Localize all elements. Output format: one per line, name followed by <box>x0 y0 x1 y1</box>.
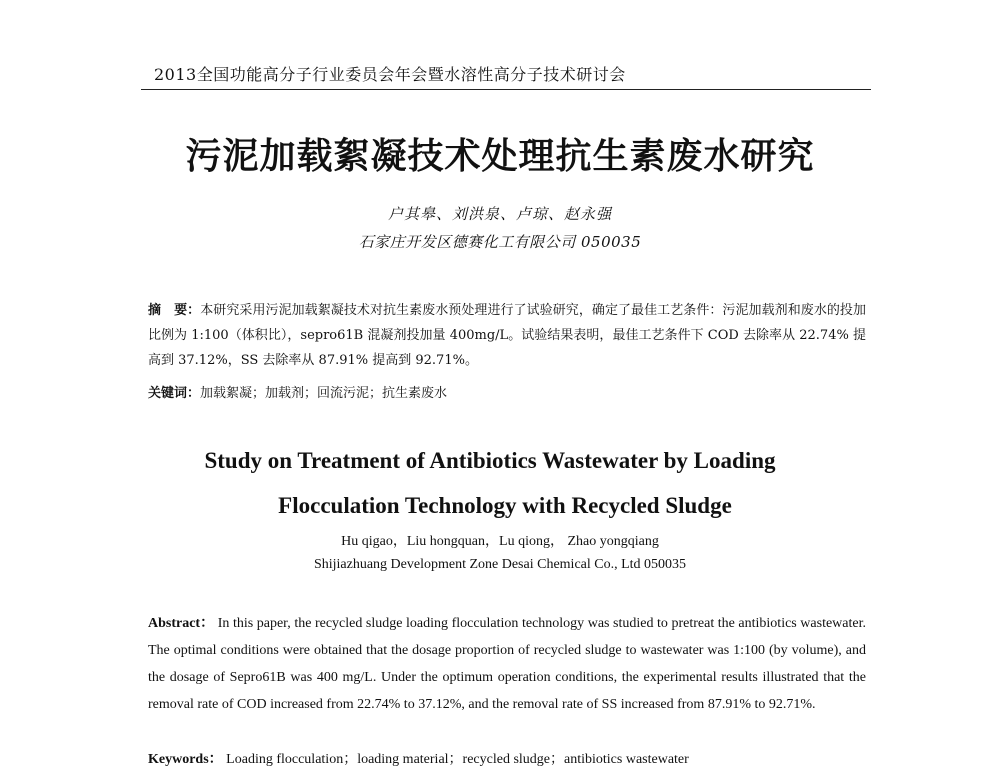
english-title-line-1: Study on Treatment of Antibiotics Wastewater by Loading <box>204 448 776 473</box>
chinese-abstract-text: 本研究采用污泥加载絮凝技术对抗生素废水预处理进行了试验研究，确定了最佳工艺条件：污泥加载剂和废水的投加比例为 1:100（体积比），sepro61B 混凝剂投加量 400mg/L。试验结果表明，最佳工艺条件下 COD 去除率从 22.74% 提高到 37.12%，SS 去除率从 87.91% 提高到 92.71%。 <box>148 303 866 368</box>
english-authors: Hu qigao，Liu hongquan，Lu qiong， Zhao yongqiang <box>341 534 659 549</box>
chinese-keywords-text: 加载絮凝；加载剂；回流污泥；抗生素废水 <box>200 386 448 401</box>
chinese-keywords <box>148 381 866 406</box>
running-header: 2013全国功能高分子行业委员会年会暨水溶性高分子技术研讨会 <box>154 65 626 84</box>
chinese-title: 污泥加载絮凝技术处理抗生素废水研究 <box>185 135 815 177</box>
english-keywords-label: Keywords： <box>148 752 223 767</box>
english-abstract-text: In this paper, the recycled sludge loading flocculation technology was studied to pretreat the antibiotics wastewater. The optimal conditions were obtained that the dosage proportion of recycled sludge to wastewater was 1:100 (by volume), and the dosage of Sepro61B was 400 mg/L. Under the optimum operation conditions, the experimental results illustrated that the removal rate of COD increased from 22.74% to 37.12%, and the removal rate of SS increased from 87.91% to 92.71%. <box>148 616 866 712</box>
header-rule <box>141 89 871 90</box>
chinese-abstract <box>148 298 866 373</box>
english-keywords <box>148 746 866 773</box>
english-abstract <box>148 610 866 718</box>
english-affiliation: Shijiazhuang Development Zone Desai Chemical Co., Ltd 050035 <box>313 557 687 572</box>
chinese-authors: 户其皋、刘洪泉、卢琼、赵永强 <box>387 205 612 223</box>
chinese-abstract-label: 摘 要： <box>148 303 201 318</box>
chinese-keywords-label: 关键词： <box>148 386 201 401</box>
english-abstract-label: Abstract： <box>148 616 215 631</box>
chinese-affiliation: 石家庄开发区德赛化工有限公司 050035 <box>358 233 642 251</box>
english-title-line-2: Flocculation Technology with Recycled Sludge <box>278 493 732 518</box>
english-keywords-text: Loading flocculation；loading material；recycled sludge；antibiotics wastewater <box>222 752 689 767</box>
